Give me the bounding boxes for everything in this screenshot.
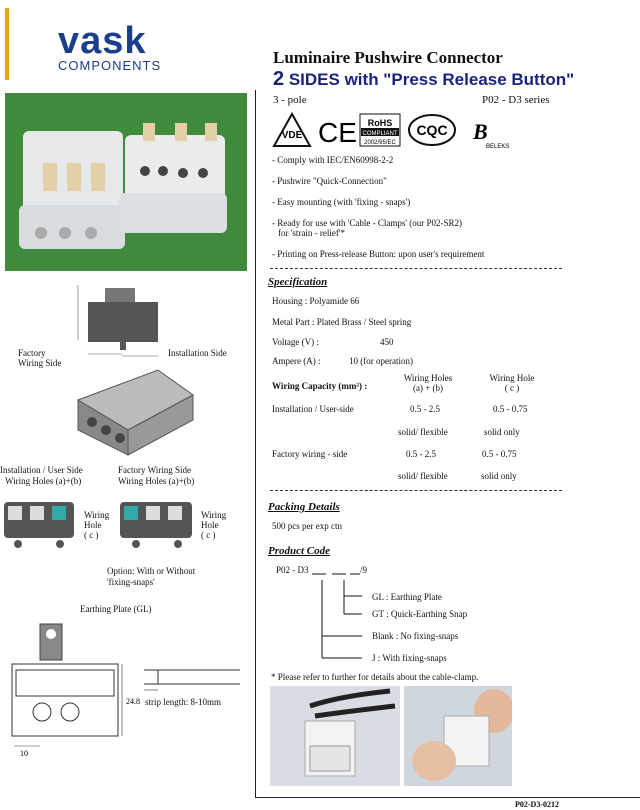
strip-drawing xyxy=(140,660,245,694)
spec-voltage-label: Voltage (V) : xyxy=(272,337,319,347)
svg-text:2002/95/EC: 2002/95/EC xyxy=(364,140,396,146)
svg-text:COMPLIANT: COMPLIANT xyxy=(362,131,398,137)
front-view-right xyxy=(116,492,198,554)
packing-heading: Packing Details xyxy=(268,501,340,513)
label-earthing: Earthing Plate (GL) xyxy=(80,604,152,614)
pole-count: 3 - pole xyxy=(273,94,307,106)
feature-item: for 'strain - relief'* xyxy=(278,228,345,238)
capacity-label: Wiring Capacity (mm²) : xyxy=(272,381,368,391)
row-cell: 0.5 - 0.75 xyxy=(482,449,517,459)
label-strip: strip length: 8-10mm xyxy=(145,697,221,707)
row-cell: solid only xyxy=(484,427,520,437)
brand-logo xyxy=(58,22,161,73)
column-divider xyxy=(255,90,256,798)
spec-metal: Metal Part : Plated Brass / Steel spring xyxy=(272,317,412,327)
label-installation-side: Installation Side xyxy=(168,348,227,358)
feature-item: - Printing on Press-release Button: upon user's requirement xyxy=(272,249,485,259)
spec-voltage: 450 xyxy=(380,337,394,347)
divider xyxy=(270,268,562,270)
code-blank: Blank : No fixing-snaps xyxy=(372,631,459,641)
packing-text: 500 pcs per exp ctn xyxy=(272,521,342,531)
label-option-2: 'fixing-snaps' xyxy=(107,577,155,587)
divider xyxy=(270,490,562,492)
code-gl: GL : Earthing Plate xyxy=(372,592,442,602)
code-suffix: /9 xyxy=(360,565,368,575)
code-gt: GT : Quick-Earthing Snap xyxy=(372,609,468,619)
label-inst-user: Installation / User Side xyxy=(0,465,83,475)
row-cell: 0.5 - 2.5 xyxy=(406,449,436,459)
label-wiring-hole-c: Wiring Hole ( c ) xyxy=(201,510,227,540)
svg-text:BELEKS: BELEKS xyxy=(486,144,510,150)
note: * Please refer to further for details about the cable-clamp. xyxy=(271,672,479,682)
feature-item: - Comply with IEC/EN60998-2-2 xyxy=(272,155,394,165)
row-cell: solid/ flexible xyxy=(398,471,448,481)
col-head: Wiring Hole ( c ) xyxy=(489,373,535,393)
spec-housing: Housing : Polyamide 66 xyxy=(272,296,360,306)
svg-text:B: B xyxy=(473,119,488,144)
photo-cable-clamp-2 xyxy=(404,686,512,786)
cert-marks xyxy=(270,112,560,150)
code-tree xyxy=(310,572,380,662)
photo-cable-clamp-1 xyxy=(270,686,400,786)
row-cell: solid/ flexible xyxy=(398,427,448,437)
row-label: Installation / User-side xyxy=(272,404,354,414)
footer-line xyxy=(255,797,640,798)
label-inst-holes: Wiring Holes (a)+(b) xyxy=(5,476,82,486)
doc-subtitle: 2 SIDES with "Press Release Button" xyxy=(273,68,575,90)
label-factory-side: Factory Wiring Side xyxy=(18,348,62,368)
brand-name: vask xyxy=(58,20,147,62)
spec-ampere: 10 (for operation) xyxy=(349,356,413,366)
svg-text:CQC: CQC xyxy=(416,122,448,138)
row-cell: 0.5 - 2.5 xyxy=(410,404,440,414)
cqc-mark xyxy=(409,115,455,145)
label-fact-side: Factory Wiring Side xyxy=(118,465,191,475)
svg-text:CE: CE xyxy=(318,117,357,148)
earthing-drawing xyxy=(2,612,142,757)
feature-item: - Ready for use with 'Cable - Clamps' (our P02-SR2) xyxy=(272,218,462,228)
col-head: Wiring Holes (a) + (b) xyxy=(403,373,453,393)
doc-title: Luminaire Pushwire Connector xyxy=(273,48,503,67)
spec-heading: Specification xyxy=(268,276,328,288)
feature-list xyxy=(272,155,484,270)
svg-text:10: 10 xyxy=(20,749,28,757)
row-label: Factory wiring - side xyxy=(272,449,348,459)
label-option: Option: With or Without xyxy=(107,566,196,576)
iso-drawing xyxy=(68,360,198,460)
code-j: J : With fixing-snaps xyxy=(372,653,447,663)
ce-mark xyxy=(318,117,357,148)
feature-item: - Pushwire "Quick-Connection" xyxy=(272,176,387,186)
code-heading: Product Code xyxy=(268,545,331,557)
series-name: P02 - D3 series xyxy=(482,94,550,106)
spec-ampere-label: Ampere (A) : xyxy=(272,356,321,366)
footer-code: P02-D3-0212 xyxy=(515,800,559,809)
front-view-left xyxy=(0,492,80,554)
svg-text:RoHS: RoHS xyxy=(367,118,393,128)
label-wiring-hole-c: Wiring Hole ( c ) xyxy=(84,510,110,540)
row-cell: solid only xyxy=(481,471,517,481)
accent-bar xyxy=(5,8,9,80)
beleks-mark xyxy=(472,119,509,150)
vde-mark xyxy=(274,114,310,146)
rohs-mark xyxy=(360,114,400,146)
brand-sub: COMPONENTS xyxy=(58,58,162,73)
row-cell: 0.5 - 0.75 xyxy=(493,404,528,414)
svg-text:VDE: VDE xyxy=(281,130,303,141)
code-text: P02 - D3 xyxy=(276,565,309,575)
label-fact-holes: Wiring Holes (a)+(b) xyxy=(118,476,195,486)
svg-text:24.8: 24.8 xyxy=(126,697,140,706)
feature-item: - Easy mounting (with 'fixing - snaps') xyxy=(272,197,411,207)
product-photo xyxy=(5,93,247,271)
